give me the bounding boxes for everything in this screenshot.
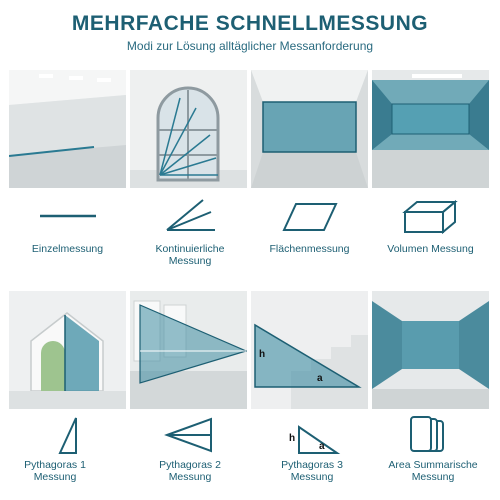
photo-house-pythagoras1 (9, 291, 126, 409)
icon-h-label: h (288, 433, 295, 444)
photo-room-volume (372, 70, 489, 188)
label-pythagoras3: Pythagoras 3 Messung (281, 459, 343, 483)
triangle-icon (9, 415, 126, 455)
diagram-a-label: a (317, 373, 323, 384)
label-area-summarische: Area Summarische Messung (388, 459, 478, 483)
label-volumen: Volumen Messung (387, 243, 474, 255)
box-icon (372, 198, 489, 238)
page-title: MEHRFACHE SCHNELLMESSUNG (71, 12, 429, 35)
label-flaechenmessung: Flächenmessung (269, 243, 350, 255)
fan-lines-icon (130, 198, 247, 238)
photo-stairs-pythagoras3 (251, 291, 368, 409)
label-kontinuierliche: Kontinuierliche Messung (155, 243, 225, 267)
page-subtitle: Modi zur Lösung alltäglicher Messanforderung (126, 39, 374, 53)
photo-room-single (9, 70, 126, 188)
diagram-h-label: h (259, 349, 266, 360)
label-pythagoras1: Pythagoras 1 Messung (24, 459, 86, 483)
icon-a-label: a (318, 441, 325, 452)
label-pythagoras2: Pythagoras 2 Messung (159, 459, 221, 483)
label-einzelmessung: Einzelmessung (31, 243, 104, 255)
photo-room-area-sum (372, 291, 489, 409)
double-triangle-icon (130, 415, 247, 455)
photo-room-pythagoras2 (130, 291, 247, 409)
photo-room-area (251, 70, 368, 188)
photo-window-continuous (130, 70, 247, 188)
stacked-frames-icon (372, 415, 489, 455)
line-icon (9, 198, 126, 238)
right-triangle-icon (251, 415, 368, 455)
parallelogram-icon (251, 198, 368, 238)
